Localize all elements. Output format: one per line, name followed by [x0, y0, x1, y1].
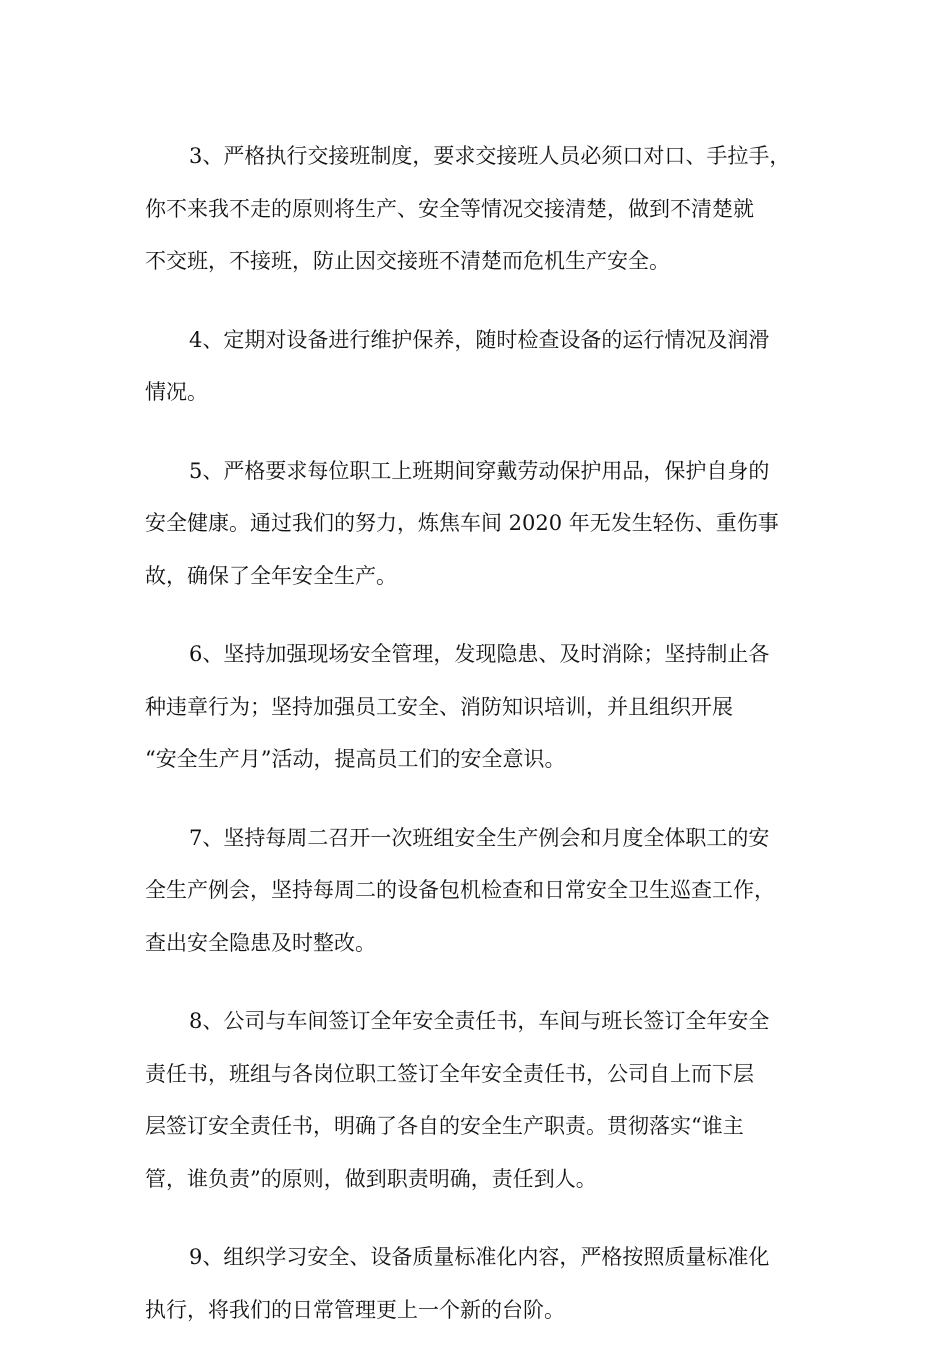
text-line: 故，确保了全年安全生产。	[145, 563, 397, 588]
text-line: 情况。	[145, 380, 208, 404]
text-line: 种违章行为；坚持加强员工安全、消防知识培训，并且组织开展	[145, 694, 733, 719]
text-line: 执行，将我们的日常管理更上一个新的台阶。	[145, 1297, 565, 1322]
text-line: 不交班，不接班，防止因交接班不清楚而危机生产安全。	[145, 249, 670, 273]
text-line: 4、定期对设备进行维护保养，随时检查设备的运行情况及润滑	[189, 327, 770, 352]
text-line: 7、坚持每周二召开一次班组安全生产例会和月度全体职工的安	[189, 825, 770, 850]
text-line: 3、严格执行交接班制度，要求交接班人员必须口对口、手拉手，	[189, 144, 791, 168]
text-line: 6、坚持加强现场安全管理，发现隐患、及时消除；坚持制止各	[189, 642, 770, 666]
text-line: 8、公司与车间签订全年安全责任书，车间与班长签订全年安全	[189, 1009, 770, 1033]
text-line: 管，谁负责”的原则，做到职责明确，责任到人。	[145, 1166, 597, 1191]
paragraph-item-4	[145, 314, 810, 419]
text-line: 你不来我不走的原则将生产、安全等情况交接清楚，做到不清楚就	[145, 196, 754, 221]
text-line: “安全生产月”活动，提高员工们的安全意识。	[145, 747, 566, 771]
text-line: 9、组织学习安全、设备质量标准化内容，严格按照质量标准化	[189, 1245, 770, 1269]
paragraph-item-3	[145, 130, 810, 288]
text-line: 5、严格要求每位职工上班期间穿戴劳动保护用品，保护自身的	[189, 458, 770, 483]
text-line: 层签订安全责任书，明确了各自的安全生产职责。贯彻落实“谁主	[145, 1114, 744, 1138]
paragraph-item-5	[145, 445, 810, 603]
text-line: 全生产例会，坚持每周二的设备包机检查和日常安全卫生巡查工作，	[145, 878, 775, 902]
text-line: 查出安全隐患及时整改。	[145, 930, 376, 955]
document-body	[145, 130, 810, 1362]
paragraph-item-7	[145, 812, 810, 970]
text-line: 安全健康。通过我们的努力，炼焦车间 2020 年无发生轻伤、重伤事	[145, 511, 779, 535]
text-line: 责任书，班组与各岗位职工签订全年安全责任书，公司自上而下层	[145, 1061, 754, 1086]
paragraph-item-9	[145, 1231, 810, 1336]
paragraph-item-6	[145, 628, 810, 786]
paragraph-item-8	[145, 995, 810, 1205]
